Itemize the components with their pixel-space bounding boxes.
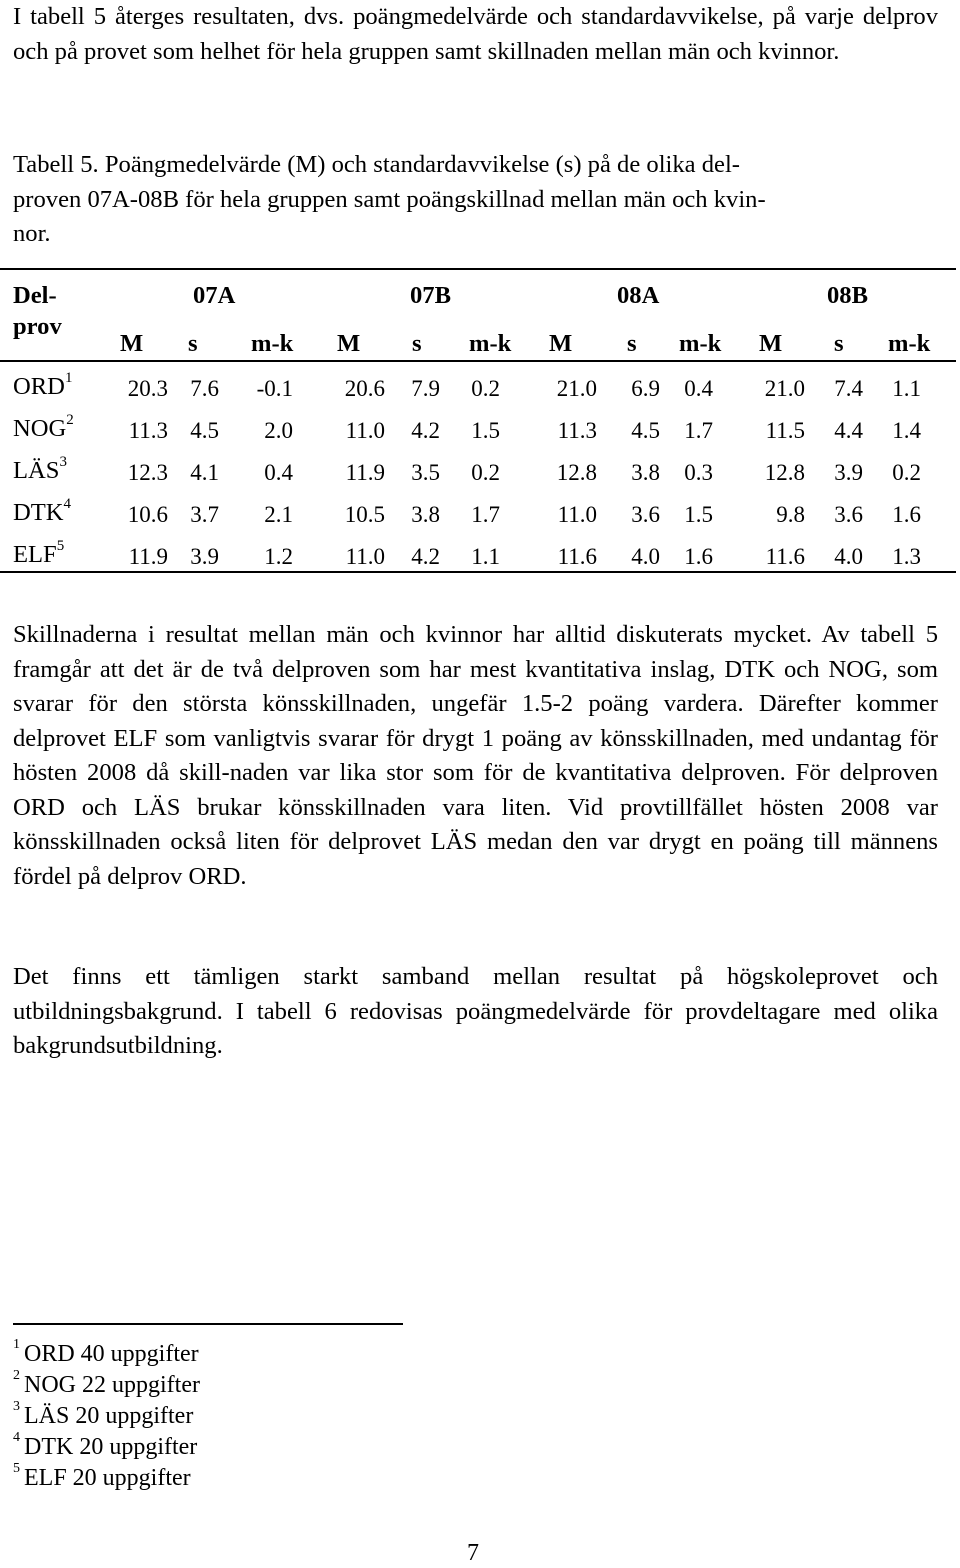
table-cell: 3.7	[190, 502, 219, 527]
footnote	[13, 1463, 191, 1493]
row-label	[13, 537, 65, 569]
body-paragraph-1: Skillnaderna i resultat mellan män och kvinnor har alltid diskuterats mycket. Av tabell 5 framgår att det är de två delproven som har mest kvantitativa inslag, DTK och NOG, som svarar för den största könsskillnaden, ungefär 1.5-2 poäng vardera. Därefter kommer delprovet ELF som vanligtvis svarar för drygt 1 poäng av könsskillnaden, med undantag för hösten 2008 då skill-naden var lika stor som för de kvantitativa delproven. För delproven ORD och LÄS brukar könsskillnaden vara liten. Vid provtillfället hösten 2008 var könsskillnaden också liten för delprovet LÄS medan den var drygt en poäng till männens fördel på delprov ORD.	[13, 621, 938, 890]
table-cell: 11.6	[765, 544, 805, 569]
footnote-ref: 3	[59, 453, 67, 470]
table-cell: 3.9	[834, 460, 863, 485]
subheader-07B-M: M	[337, 330, 361, 357]
footnote-text: NOG 22 uppgifter	[24, 1372, 200, 1398]
row-label	[13, 411, 74, 443]
body-paragraph-2: Det finns ett tämligen starkt samband mellan resultat på högskoleprovet och utbildningsbakgrund. I tabell 6 redovisas poängmedelvärde för provdeltagare med olika bakgrundsutbildning.	[13, 963, 938, 1059]
table-cell: 0.2	[471, 460, 500, 485]
table-cell: 1.6	[684, 544, 713, 569]
subheader-07B-s: s	[412, 330, 422, 357]
table-cell: 0.4	[684, 376, 713, 401]
table-cell: 1.6	[892, 502, 921, 527]
subheader-08A-m-k: m-k	[679, 330, 722, 357]
table-cell: 4.1	[190, 460, 219, 485]
corner-header-line1: Del-	[13, 282, 57, 309]
group-header-07A: 07A	[193, 282, 236, 309]
table-cell: 21.0	[556, 376, 597, 401]
footnote	[13, 1401, 193, 1431]
footnote-number: 5	[13, 1461, 20, 1476]
subheader-07A-s: s	[188, 330, 198, 357]
subheader-07A-m-k: m-k	[251, 330, 294, 357]
footnote-ref: 1	[64, 369, 73, 386]
footnote-rule	[13, 1323, 403, 1325]
table-cell: 11.3	[557, 418, 597, 443]
corner-header-line2: prov	[13, 313, 62, 340]
subheader-08B-M: M	[759, 330, 783, 357]
table-cell: 4.4	[834, 418, 863, 443]
table-cell: 20.3	[127, 376, 168, 401]
table-cell: 3.5	[411, 460, 440, 485]
table-cell: 7.9	[411, 376, 440, 401]
table-cell: -0.1	[256, 376, 293, 401]
footnote-ref: 5	[56, 537, 65, 554]
table-cell: 11.6	[557, 544, 597, 569]
table-cell: 1.1	[471, 544, 500, 569]
row-label	[13, 369, 73, 401]
table-cell: 11.0	[345, 544, 385, 569]
footnote	[13, 1339, 199, 1369]
footnote-text: LÄS 20 uppgifter	[24, 1403, 194, 1429]
table-cell: 3.8	[631, 460, 660, 485]
table-cell: 0.3	[684, 460, 713, 485]
subheader-08B-m-k: m-k	[888, 330, 931, 357]
footnote-ref: 2	[66, 411, 74, 428]
table-cell: 1.3	[892, 544, 921, 569]
table-cell: 11.0	[345, 418, 385, 443]
footnote-ref: 4	[63, 495, 72, 512]
row-label-text: ORD	[13, 373, 65, 400]
table-cell: 21.0	[764, 376, 805, 401]
row-label-text: ELF	[13, 541, 57, 568]
row-label-text: DTK	[13, 499, 64, 526]
footnote-number: 4	[13, 1430, 20, 1445]
footnote-number: 2	[13, 1368, 20, 1383]
footnote	[13, 1370, 200, 1400]
subheader-08B-s: s	[834, 330, 844, 357]
table-cell: 12.3	[127, 460, 168, 485]
footnote-text: ELF 20 uppgifter	[24, 1465, 191, 1491]
subheader-07A-M: M	[120, 330, 144, 357]
table-cell: 11.3	[128, 418, 168, 443]
group-header-08B: 08B	[827, 282, 868, 309]
table-cell: 3.8	[411, 502, 440, 527]
table-cell: 1.7	[471, 502, 500, 527]
table-cell: 3.6	[834, 502, 863, 527]
table-cell: 0.2	[471, 376, 500, 401]
footnote-text: DTK 20 uppgifter	[24, 1434, 198, 1460]
table-cell: 0.2	[892, 460, 921, 485]
subheader-08A-M: M	[549, 330, 573, 357]
row-label-text: LÄS	[13, 457, 60, 484]
table-cell: 4.0	[834, 544, 863, 569]
table-cell: 1.7	[684, 418, 713, 443]
table-cell: 11.9	[345, 460, 385, 485]
table-cell: 4.0	[631, 544, 660, 569]
footnote	[13, 1432, 197, 1462]
row-label	[13, 495, 72, 527]
table-cell: 11.9	[128, 544, 168, 569]
table-cell: 2.1	[264, 502, 293, 527]
table-header-rule	[0, 360, 956, 362]
subheader-08A-s: s	[627, 330, 637, 357]
page-number: 7	[467, 1540, 479, 1566]
table-cell: 4.5	[631, 418, 660, 443]
table-cell: 3.9	[190, 544, 219, 569]
table-cell: 1.5	[471, 418, 500, 443]
table-cell: 7.4	[834, 376, 863, 401]
table-cell: 20.6	[344, 376, 385, 401]
footnote-number: 1	[13, 1337, 20, 1352]
intro-paragraph: I tabell 5 återges resultaten, dvs. poängmedelvärde och standardavvikelse, på varje delprov och på provet som helhet för hela gruppen samt skillnaden mellan män och kvinnor.	[13, 3, 938, 65]
table-cell: 4.5	[190, 418, 219, 443]
table-cell: 0.4	[264, 460, 293, 485]
table-cell: 1.5	[684, 502, 713, 527]
table-cell: 3.6	[631, 502, 660, 527]
table-top-rule	[0, 268, 956, 270]
table-cell: 10.6	[127, 502, 168, 527]
table-cell: 12.8	[556, 460, 597, 485]
table-cell: 1.1	[892, 376, 921, 401]
table-cell: 11.0	[557, 502, 597, 527]
table-cell: 6.9	[631, 376, 660, 401]
table-cell: 12.8	[764, 460, 805, 485]
results-table	[0, 268, 956, 573]
row-label-text: NOG	[13, 415, 67, 442]
table-cell: 7.6	[190, 376, 219, 401]
footnote-text: ORD 40 uppgifter	[24, 1341, 199, 1367]
group-header-08A: 08A	[617, 282, 660, 309]
table-cell: 4.2	[411, 418, 440, 443]
caption-label: Tabell 5.	[13, 151, 99, 178]
subheader-07B-m-k: m-k	[469, 330, 512, 357]
table-cell: 11.5	[765, 418, 805, 443]
table-bottom-rule	[0, 571, 956, 573]
table-cell: 1.4	[892, 418, 921, 443]
table-cell: 9.8	[776, 502, 805, 527]
table-cell: 4.2	[411, 544, 440, 569]
group-header-07B: 07B	[410, 282, 451, 309]
table-cell: 1.2	[264, 544, 293, 569]
table-cell: 10.5	[344, 502, 385, 527]
row-label	[13, 453, 67, 485]
footnote-number: 3	[13, 1399, 20, 1414]
table-caption: Tabell 5. Poängmedelvärde (M) och standardavvikelse (s) på de olika del- proven 07A-08B för hela gruppen samt poängskillnad mellan män och kvin- nor.	[13, 151, 766, 247]
table-cell: 2.0	[264, 418, 293, 443]
